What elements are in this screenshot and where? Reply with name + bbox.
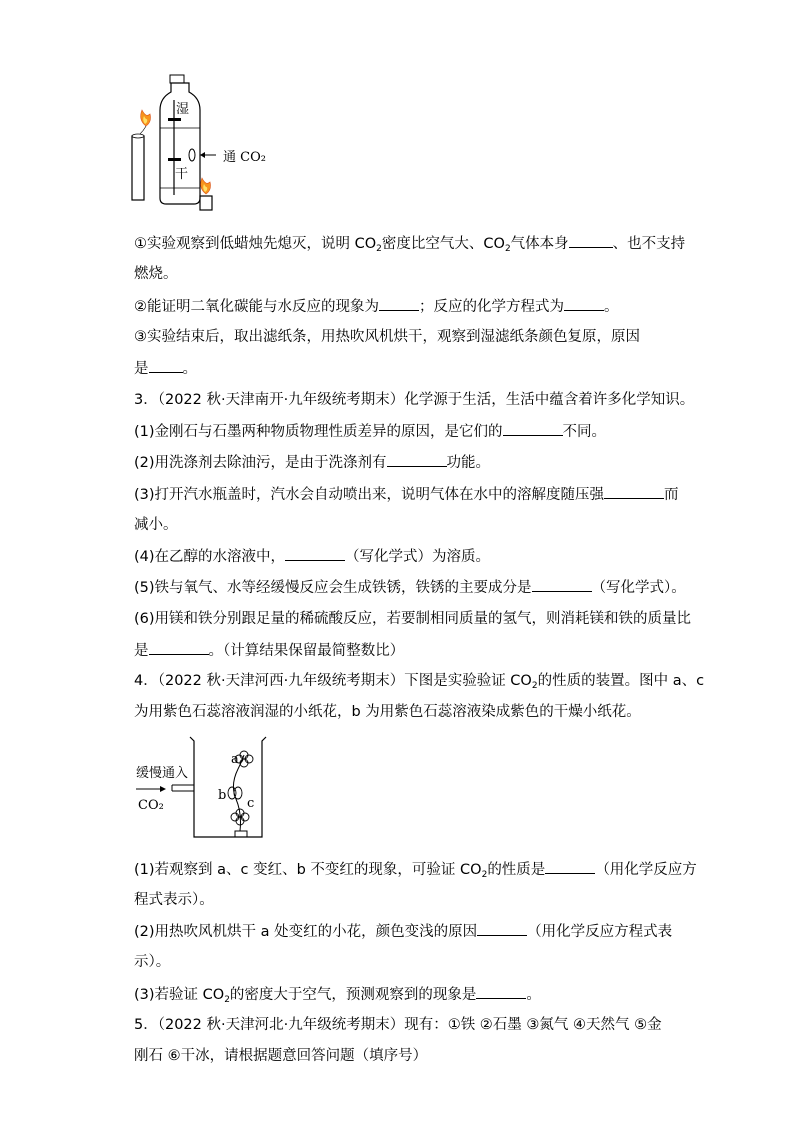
q2-part3-line1: ③实验结束后，取出滤纸条，用热吹风机烘干，观察到湿滤纸条颜色复原，原因	[134, 329, 640, 345]
q3-stem: 3．（2022 秋·天津南开·九年级统考期末）化学源于生活，生活中蕴含着许多化学知识。	[134, 392, 695, 408]
label-inlet: 通 CO₂	[223, 150, 266, 165]
q2-part3-line2: 是 。	[134, 358, 197, 379]
bottle-cap	[170, 75, 184, 83]
q4-part2-line2: 示）。	[134, 954, 171, 970]
tall-candle	[132, 136, 144, 200]
q4-stem-line2: 为用紫色石蕊溶液润湿的小纸花，b 为用紫色石蕊溶液染成紫色的干燥小纸花。	[134, 704, 641, 720]
answer-blank[interactable]	[149, 358, 183, 373]
q4-part1-line2: 程式表示）。	[134, 892, 214, 908]
q3-part6-line1: (6)用镁和铁分别跟足量的稀硫酸反应，若要制相同质量的氢气，则消耗镁和铁的质量比	[134, 611, 692, 627]
beaker-outline	[190, 737, 266, 837]
q2-part2: ②能证明二氧化碳能与水反应的现象为 ；反应的化学方程式为 。	[134, 296, 619, 317]
q3-part2: (2)用洗涤剂去除油污，是由于洗涤剂有 功能。	[134, 452, 490, 473]
q5-stem-line1: 5．（2022 秋·天津河北·九年级统考期末）现有：①铁 ②石墨 ③氮气 ④天然气 ⑤金	[134, 1017, 662, 1033]
arrow-icon	[200, 152, 205, 158]
answer-blank[interactable]	[532, 577, 592, 592]
label-slow-inlet: 缓慢通入	[136, 766, 189, 781]
q3-part3-line1: (3)打开汽水瓶盖时，汽水会自动喷出来，说明气体在水中的溶解度随压强 而	[134, 484, 679, 505]
answer-blank[interactable]	[149, 640, 209, 655]
q3-part1: (1)金刚石与石墨两种物质物理性质差异的原因，是它们的 不同。	[134, 421, 606, 442]
label-b: b	[218, 788, 227, 803]
flower-b-icon	[228, 787, 242, 799]
label-c: c	[247, 796, 255, 811]
answer-blank[interactable]	[604, 484, 664, 499]
q3-part4: (4)在乙醇的水溶液中， （写化学式）为溶质。	[134, 546, 490, 567]
q4-part2-line1: (2)用热吹风机烘干 a 处变红的小花，颜色变浅的原因 （用化学反应方程式表	[134, 921, 672, 942]
short-candle	[200, 196, 212, 210]
q3-part5: (5)铁与氧气、水等经缓慢反应会生成铁锈，铁锈的主要成分是 （写化学式）。	[134, 577, 686, 598]
answer-blank[interactable]	[379, 296, 419, 311]
answer-blank[interactable]	[503, 421, 563, 436]
q4-part3: (3)若验证 $CO_2$的密度大于空气，预测观察到的现象是 。	[134, 984, 541, 1005]
answer-blank[interactable]	[387, 452, 447, 467]
q2-part1-line1: ①实验观察到低蜡烛先熄灭，说明 $CO_2$密度比空气大、$CO_2$气体本身 、也不支持	[134, 233, 685, 254]
q3-part6-line2: 是 。（计算结果保留最简整数比）	[134, 640, 404, 661]
dry-paper-strip	[168, 158, 181, 161]
answer-blank[interactable]	[564, 296, 604, 311]
arrow-icon	[160, 786, 166, 792]
flame-icon	[141, 110, 151, 126]
q2-part1-line2: 燃烧。	[134, 266, 178, 282]
answer-blank[interactable]	[569, 233, 613, 248]
flame-icon	[201, 178, 211, 194]
q3-part3-line2: 减小。	[134, 517, 178, 533]
answer-blank[interactable]	[285, 546, 345, 561]
q5-stem-line2: 刚石 ⑥干冰，请根据题意回答问题（填序号）	[134, 1048, 428, 1064]
label-a: a	[231, 752, 239, 767]
label-dry: 干	[175, 167, 189, 182]
beaker-flower-apparatus-figure	[132, 733, 272, 843]
q4-part1-line1: (1)若观察到 a、c 变红、b 不变红的现象，可验证 $CO_2$的性质是 （用化学反应方	[134, 859, 697, 880]
answer-blank[interactable]	[545, 859, 595, 874]
label-wet: 湿	[176, 102, 190, 117]
wet-paper-strip	[168, 118, 181, 121]
answer-blank[interactable]	[477, 921, 527, 936]
bottle-candle-apparatus-figure	[128, 70, 278, 220]
q4-stem-line1: 4．（2022 秋·天津河西·九年级统考期末）下图是实验验证 $CO_2$的性质的装置。图中 a、c	[134, 673, 705, 691]
answer-blank[interactable]	[476, 984, 526, 999]
label-co2: CO₂	[138, 798, 164, 813]
